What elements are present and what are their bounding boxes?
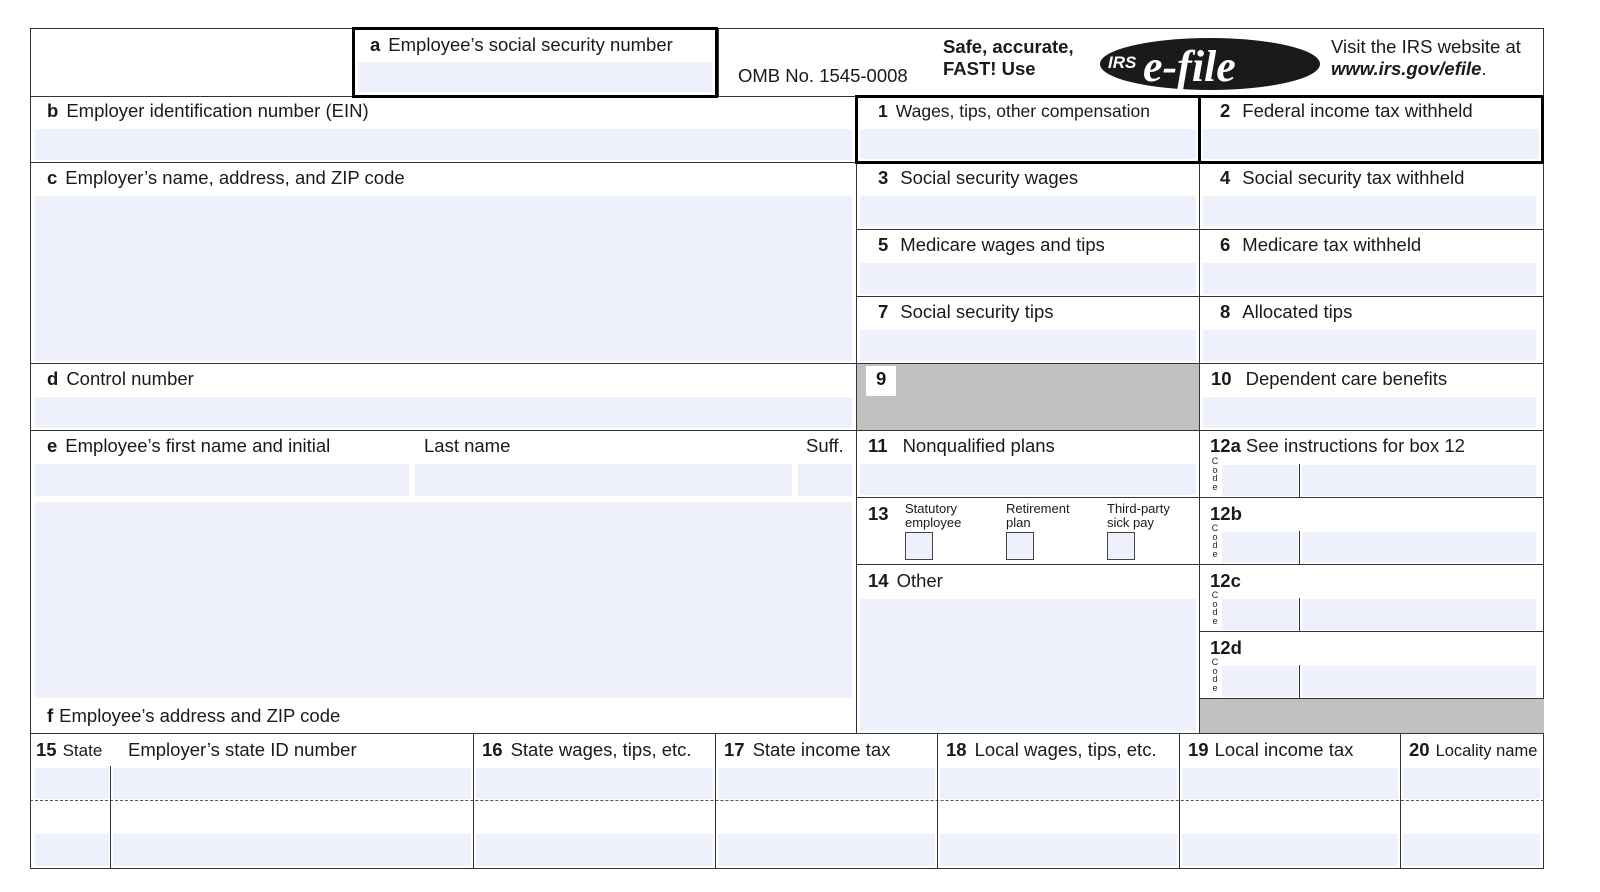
box-20-label: 20 Locality name bbox=[1409, 739, 1538, 760]
svg-text:IRS: IRS bbox=[1108, 53, 1137, 72]
box-1-input[interactable] bbox=[860, 129, 1196, 159]
suffix-label: Suff. bbox=[806, 435, 844, 456]
box-9-shaded bbox=[857, 364, 1199, 430]
box-12c-code-input[interactable] bbox=[1222, 599, 1298, 630]
suffix-input[interactable] bbox=[798, 464, 852, 496]
box-2-label: 2 Federal income tax withheld bbox=[1220, 100, 1473, 121]
box-19-label: 19 Local income tax bbox=[1188, 739, 1354, 760]
state-id-input-2[interactable] bbox=[113, 834, 471, 866]
box-12b-amount-input[interactable] bbox=[1302, 532, 1536, 563]
visit-irs-text: Visit the IRS website at www.irs.gov/efile. bbox=[1331, 36, 1521, 79]
state-code-input-1[interactable] bbox=[35, 768, 109, 799]
state-tax-input-1[interactable] bbox=[718, 768, 935, 799]
rule bbox=[473, 733, 474, 869]
box-1-label: 1 Wages, tips, other compensation bbox=[878, 101, 1150, 121]
local-wages-input-2[interactable] bbox=[940, 834, 1177, 866]
rule bbox=[856, 229, 1544, 230]
employee-address-input[interactable] bbox=[35, 502, 852, 698]
box-13-number: 13 bbox=[868, 503, 889, 524]
state-wages-input-1[interactable] bbox=[476, 768, 713, 799]
box-4-input[interactable] bbox=[1203, 196, 1536, 227]
box-10-input[interactable] bbox=[1203, 397, 1536, 428]
rule bbox=[1299, 665, 1300, 699]
last-name-label: Last name bbox=[424, 435, 511, 456]
box-14-input[interactable] bbox=[860, 599, 1196, 731]
rule bbox=[1199, 96, 1200, 733]
state-wages-input-2[interactable] bbox=[476, 834, 713, 866]
state-id-input-1[interactable] bbox=[113, 768, 471, 799]
box-d-label: d Control number bbox=[47, 368, 194, 389]
dashed-rule bbox=[30, 800, 1544, 801]
rule bbox=[1199, 631, 1544, 632]
box-12b-code-input[interactable] bbox=[1222, 532, 1298, 563]
box-12a-label: 12a See instructions for box 12 bbox=[1210, 435, 1465, 456]
box-6-label: 6 Medicare tax withheld bbox=[1220, 234, 1422, 255]
code-vertical-label: C o d e bbox=[1211, 590, 1219, 626]
box-12-shaded bbox=[1200, 699, 1544, 733]
rule bbox=[1179, 733, 1180, 869]
box-16-label: 16 State wages, tips, etc. bbox=[482, 739, 692, 760]
box-3-label: 3 Social security wages bbox=[878, 167, 1079, 188]
rule bbox=[856, 497, 1544, 498]
box-c-label: c Employer’s name, address, and ZIP code bbox=[47, 167, 405, 188]
box-4-label: 4 Social security tax withheld bbox=[1220, 167, 1465, 188]
ssn-input[interactable] bbox=[358, 62, 712, 92]
rule bbox=[937, 733, 938, 869]
first-name-input[interactable] bbox=[35, 464, 409, 496]
box-14-label: 14 Other bbox=[868, 570, 943, 591]
box-8-label: 8 Allocated tips bbox=[1220, 301, 1353, 322]
code-vertical-label: C o d e bbox=[1211, 657, 1219, 693]
box-12d-code-input[interactable] bbox=[1222, 666, 1298, 697]
control-number-input[interactable] bbox=[35, 397, 852, 428]
box-3-input[interactable] bbox=[860, 196, 1196, 227]
box-12c-amount-input[interactable] bbox=[1302, 599, 1536, 630]
box-12c-label: 12c bbox=[1210, 570, 1241, 591]
box-f-label: f Employee’s address and ZIP code bbox=[47, 705, 341, 726]
box-e-label: e Employee’s first name and initial bbox=[47, 435, 331, 456]
rule bbox=[30, 363, 1544, 364]
svg-text:e-file: e-file bbox=[1143, 42, 1236, 91]
third-party-sick-pay-checkbox[interactable] bbox=[1107, 532, 1135, 560]
box-7-input[interactable] bbox=[860, 330, 1196, 361]
code-vertical-label: C o d e bbox=[1211, 456, 1219, 492]
rule bbox=[715, 733, 716, 869]
box-5-label: 5 Medicare wages and tips bbox=[878, 234, 1105, 255]
omb-number: OMB No. 1545-0008 bbox=[738, 65, 908, 86]
local-tax-input-2[interactable] bbox=[1182, 834, 1398, 866]
ein-input[interactable] bbox=[35, 129, 852, 160]
rule bbox=[30, 733, 1544, 734]
employer-name-address-input[interactable] bbox=[35, 196, 852, 361]
irs-efile-logo bbox=[1099, 37, 1321, 91]
box-12b-label: 12b bbox=[1210, 503, 1242, 524]
box-12a-amount-input[interactable] bbox=[1302, 465, 1536, 496]
box-8-input[interactable] bbox=[1203, 330, 1536, 361]
third-party-sick-pay-label: Third-party sick pay bbox=[1107, 501, 1170, 530]
locality-name-input-2[interactable] bbox=[1403, 834, 1540, 866]
code-vertical-label: C o d e bbox=[1211, 523, 1219, 559]
box-a-label: a Employee’s social security number bbox=[370, 34, 673, 55]
box-11-label: 11 Nonqualified plans bbox=[868, 435, 1055, 456]
box-12d-amount-input[interactable] bbox=[1302, 666, 1536, 697]
locality-name-input-1[interactable] bbox=[1403, 768, 1540, 799]
box-11-input[interactable] bbox=[860, 464, 1196, 495]
box-7-label: 7 Social security tips bbox=[878, 301, 1054, 322]
state-tax-input-2[interactable] bbox=[718, 834, 935, 866]
retirement-plan-checkbox[interactable] bbox=[1006, 532, 1034, 560]
state-code-input-2[interactable] bbox=[35, 834, 109, 866]
employer-state-id-label: Employer’s state ID number bbox=[128, 739, 357, 760]
rule bbox=[30, 430, 1544, 431]
box-2-input[interactable] bbox=[1203, 129, 1539, 159]
box-5-input[interactable] bbox=[860, 263, 1196, 294]
statutory-employee-label: Statutory employee bbox=[905, 501, 962, 530]
rule bbox=[1299, 598, 1300, 632]
rule bbox=[1299, 464, 1300, 498]
rule bbox=[1400, 733, 1401, 869]
statutory-employee-checkbox[interactable] bbox=[905, 532, 933, 560]
promo-text: Safe, accurate, FAST! Use bbox=[943, 36, 1074, 79]
local-wages-input-1[interactable] bbox=[940, 768, 1177, 799]
box-12d-label: 12d bbox=[1210, 637, 1242, 658]
last-name-input[interactable] bbox=[415, 464, 792, 496]
retirement-plan-label: Retirement plan bbox=[1006, 501, 1070, 530]
box-9-number: 9 bbox=[876, 368, 887, 389]
box-17-label: 17 State income tax bbox=[724, 739, 891, 760]
box-b-label: b Employer identification number (EIN) bbox=[47, 100, 369, 121]
rule bbox=[856, 564, 1544, 565]
rule bbox=[718, 28, 719, 96]
box-15-label: 15 State bbox=[36, 739, 103, 760]
box-6-input[interactable] bbox=[1203, 263, 1536, 294]
box-12a-code-input[interactable] bbox=[1222, 465, 1298, 496]
rule bbox=[1299, 531, 1300, 565]
rule bbox=[110, 766, 111, 869]
local-tax-input-1[interactable] bbox=[1182, 768, 1398, 799]
box-10-label: 10 Dependent care benefits bbox=[1211, 368, 1448, 389]
rule bbox=[856, 296, 1544, 297]
box-18-label: 18 Local wages, tips, etc. bbox=[946, 739, 1157, 760]
